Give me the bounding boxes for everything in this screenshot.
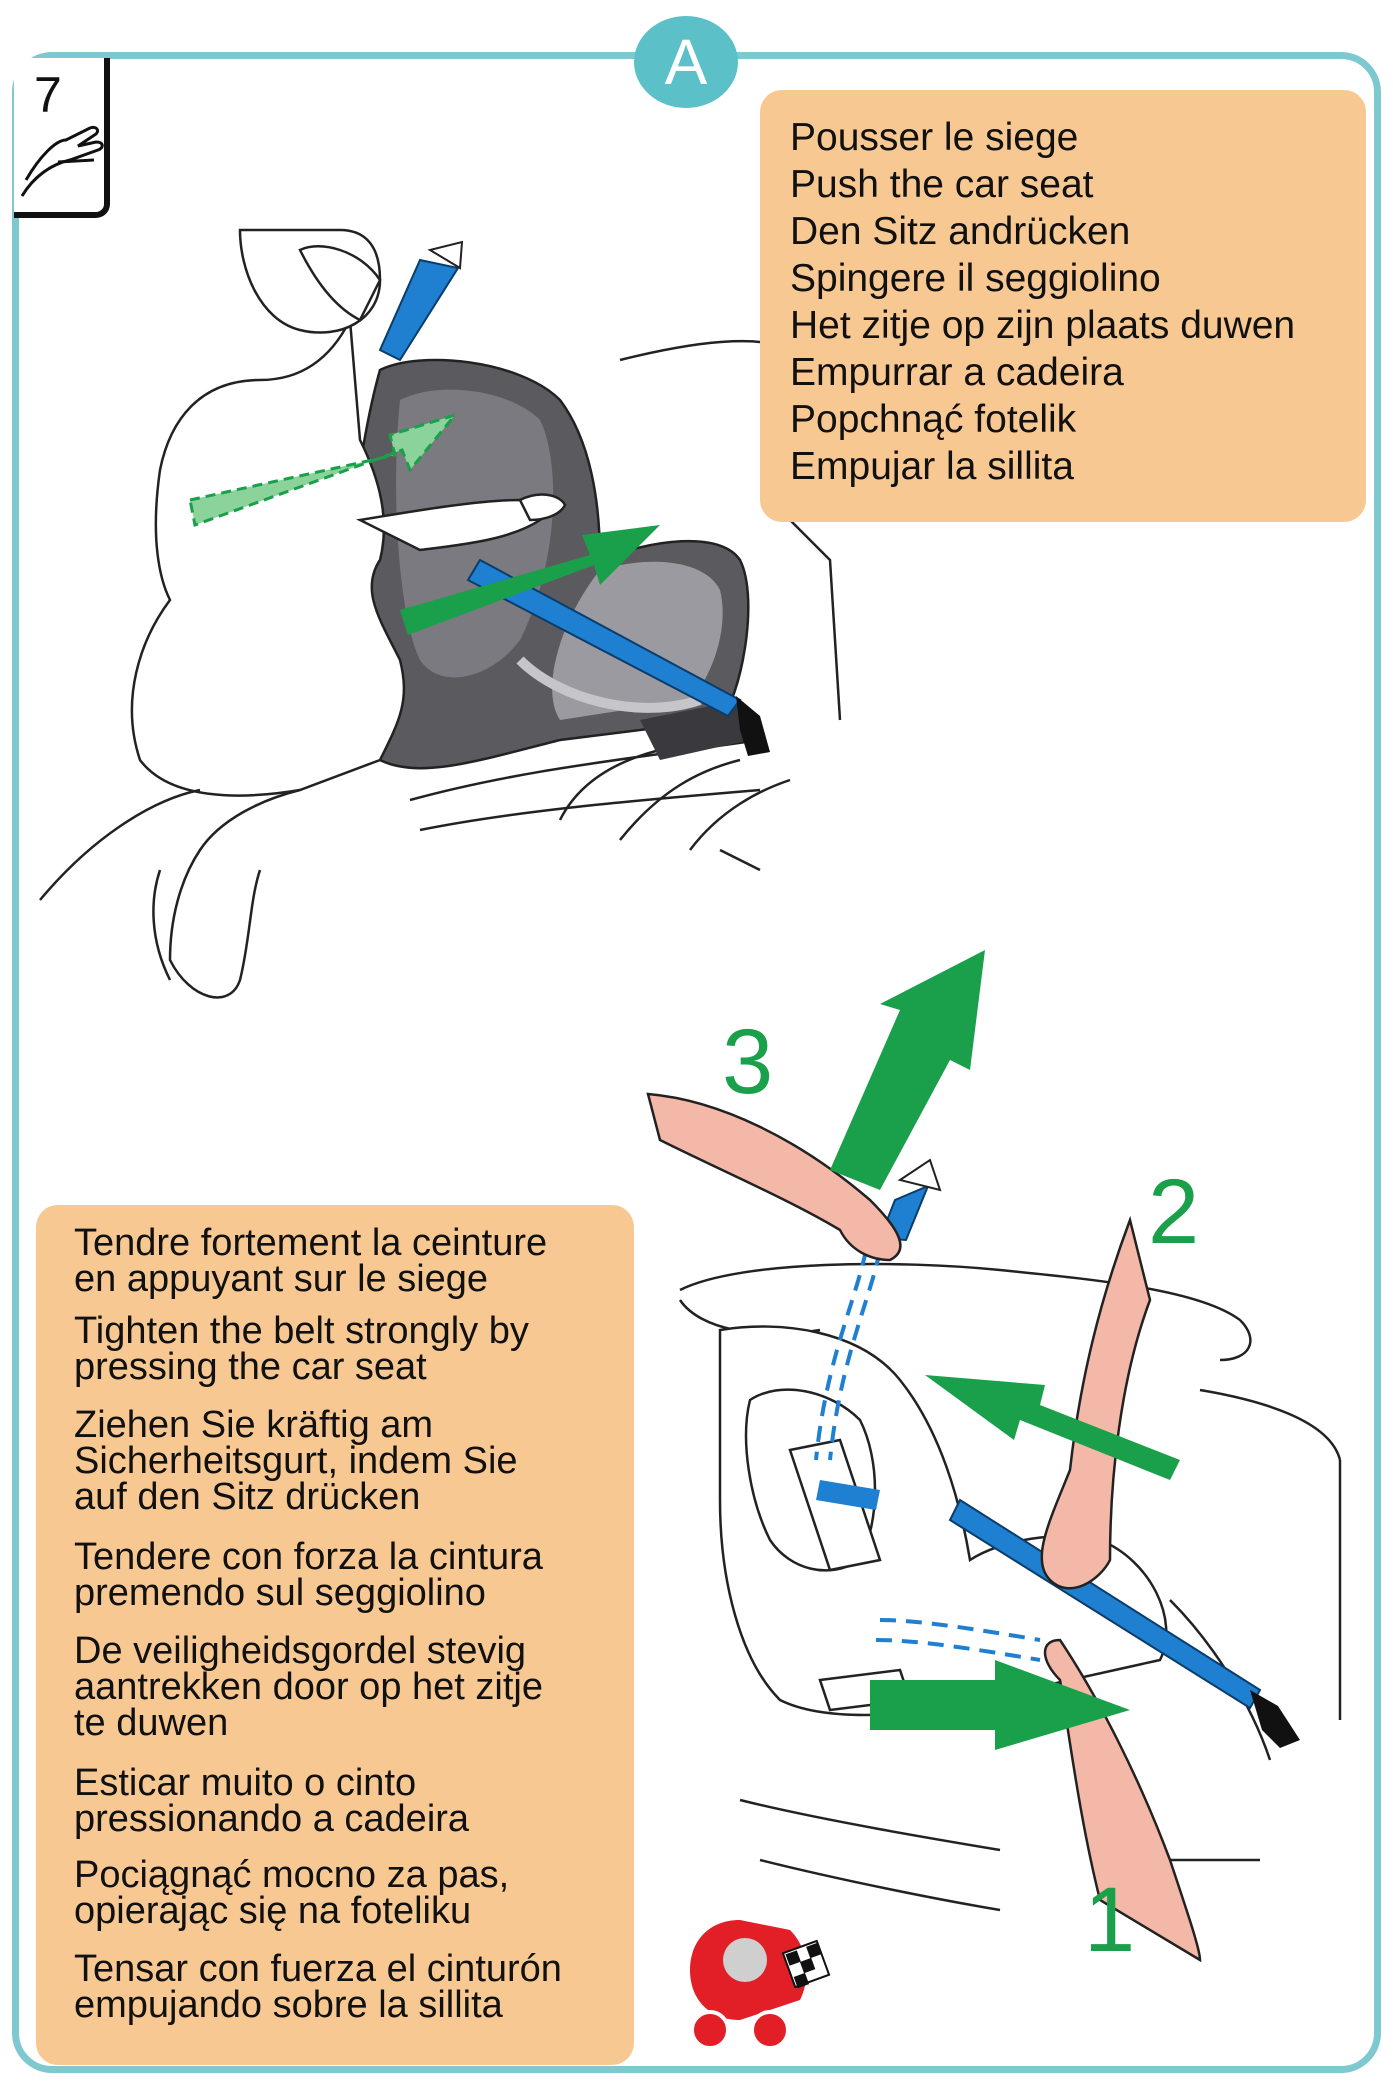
instruction-en-2: pressing the car seat [74, 1346, 427, 1388]
instruction-pt-2: pressionando a cadeira [74, 1798, 470, 1840]
instruction-pt-1: Esticar muito o cinto [74, 1762, 417, 1804]
instruction-line: Spingere il seggiolino [790, 257, 1161, 300]
instruction-line: Pousser le siege [790, 116, 1079, 159]
instruction-nl-1: De veiligheidsgordel stevig [74, 1630, 527, 1672]
push-instructions-note [760, 90, 1366, 522]
instruction-pl-2: opierając się na foteliku [74, 1890, 472, 1932]
instruction-en-1: Tighten the belt strongly by [74, 1310, 529, 1352]
hand-icon [22, 127, 102, 196]
car-mascot-icon [690, 1920, 807, 2048]
instruction-de-2: Sicherheitsgurt, indem Sie [74, 1440, 518, 1482]
instruction-it-1: Tendere con forza la cintura [74, 1536, 543, 1578]
instruction-line: Het zitje op zijn plaats duwen [790, 304, 1296, 347]
sequence-number-2: 2 [1148, 1161, 1200, 1263]
tighten-instructions-note [36, 1205, 634, 2065]
instruction-line: Empurrar a cadeira [790, 351, 1124, 394]
step-number: 7 [34, 67, 62, 123]
instruction-es-2: empujando sobre la sillita [74, 1984, 503, 2026]
instruction-nl-3: te duwen [74, 1702, 229, 1744]
instruction-de-3: auf den Sitz drücken [74, 1476, 421, 1518]
instruction-line: Popchnąć fotelik [790, 398, 1077, 441]
instruction-es-1: Tensar con fuerza el cinturón [74, 1948, 562, 1990]
section-badge: A [634, 16, 738, 108]
sequence-number-1: 1 [1084, 1869, 1136, 1971]
instruction-line: Den Sitz andrücken [790, 210, 1131, 253]
instruction-line: Push the car seat [790, 163, 1094, 206]
sequence-number-3: 3 [722, 1011, 774, 1113]
instruction-nl-2: aantrekken door op het zitje [74, 1666, 543, 1708]
instruction-fr-2: en appuyant sur le siege [74, 1258, 489, 1300]
instruction-it-2: premendo sul seggiolino [74, 1572, 486, 1614]
instruction-pl-1: Pociągnąć mocno za pas, [74, 1854, 510, 1896]
instruction-de-1: Ziehen Sie kräftig am [74, 1404, 434, 1446]
instruction-line: Empujar la sillita [790, 445, 1074, 488]
instruction-fr-1: Tendre fortement la ceinture [74, 1222, 548, 1264]
